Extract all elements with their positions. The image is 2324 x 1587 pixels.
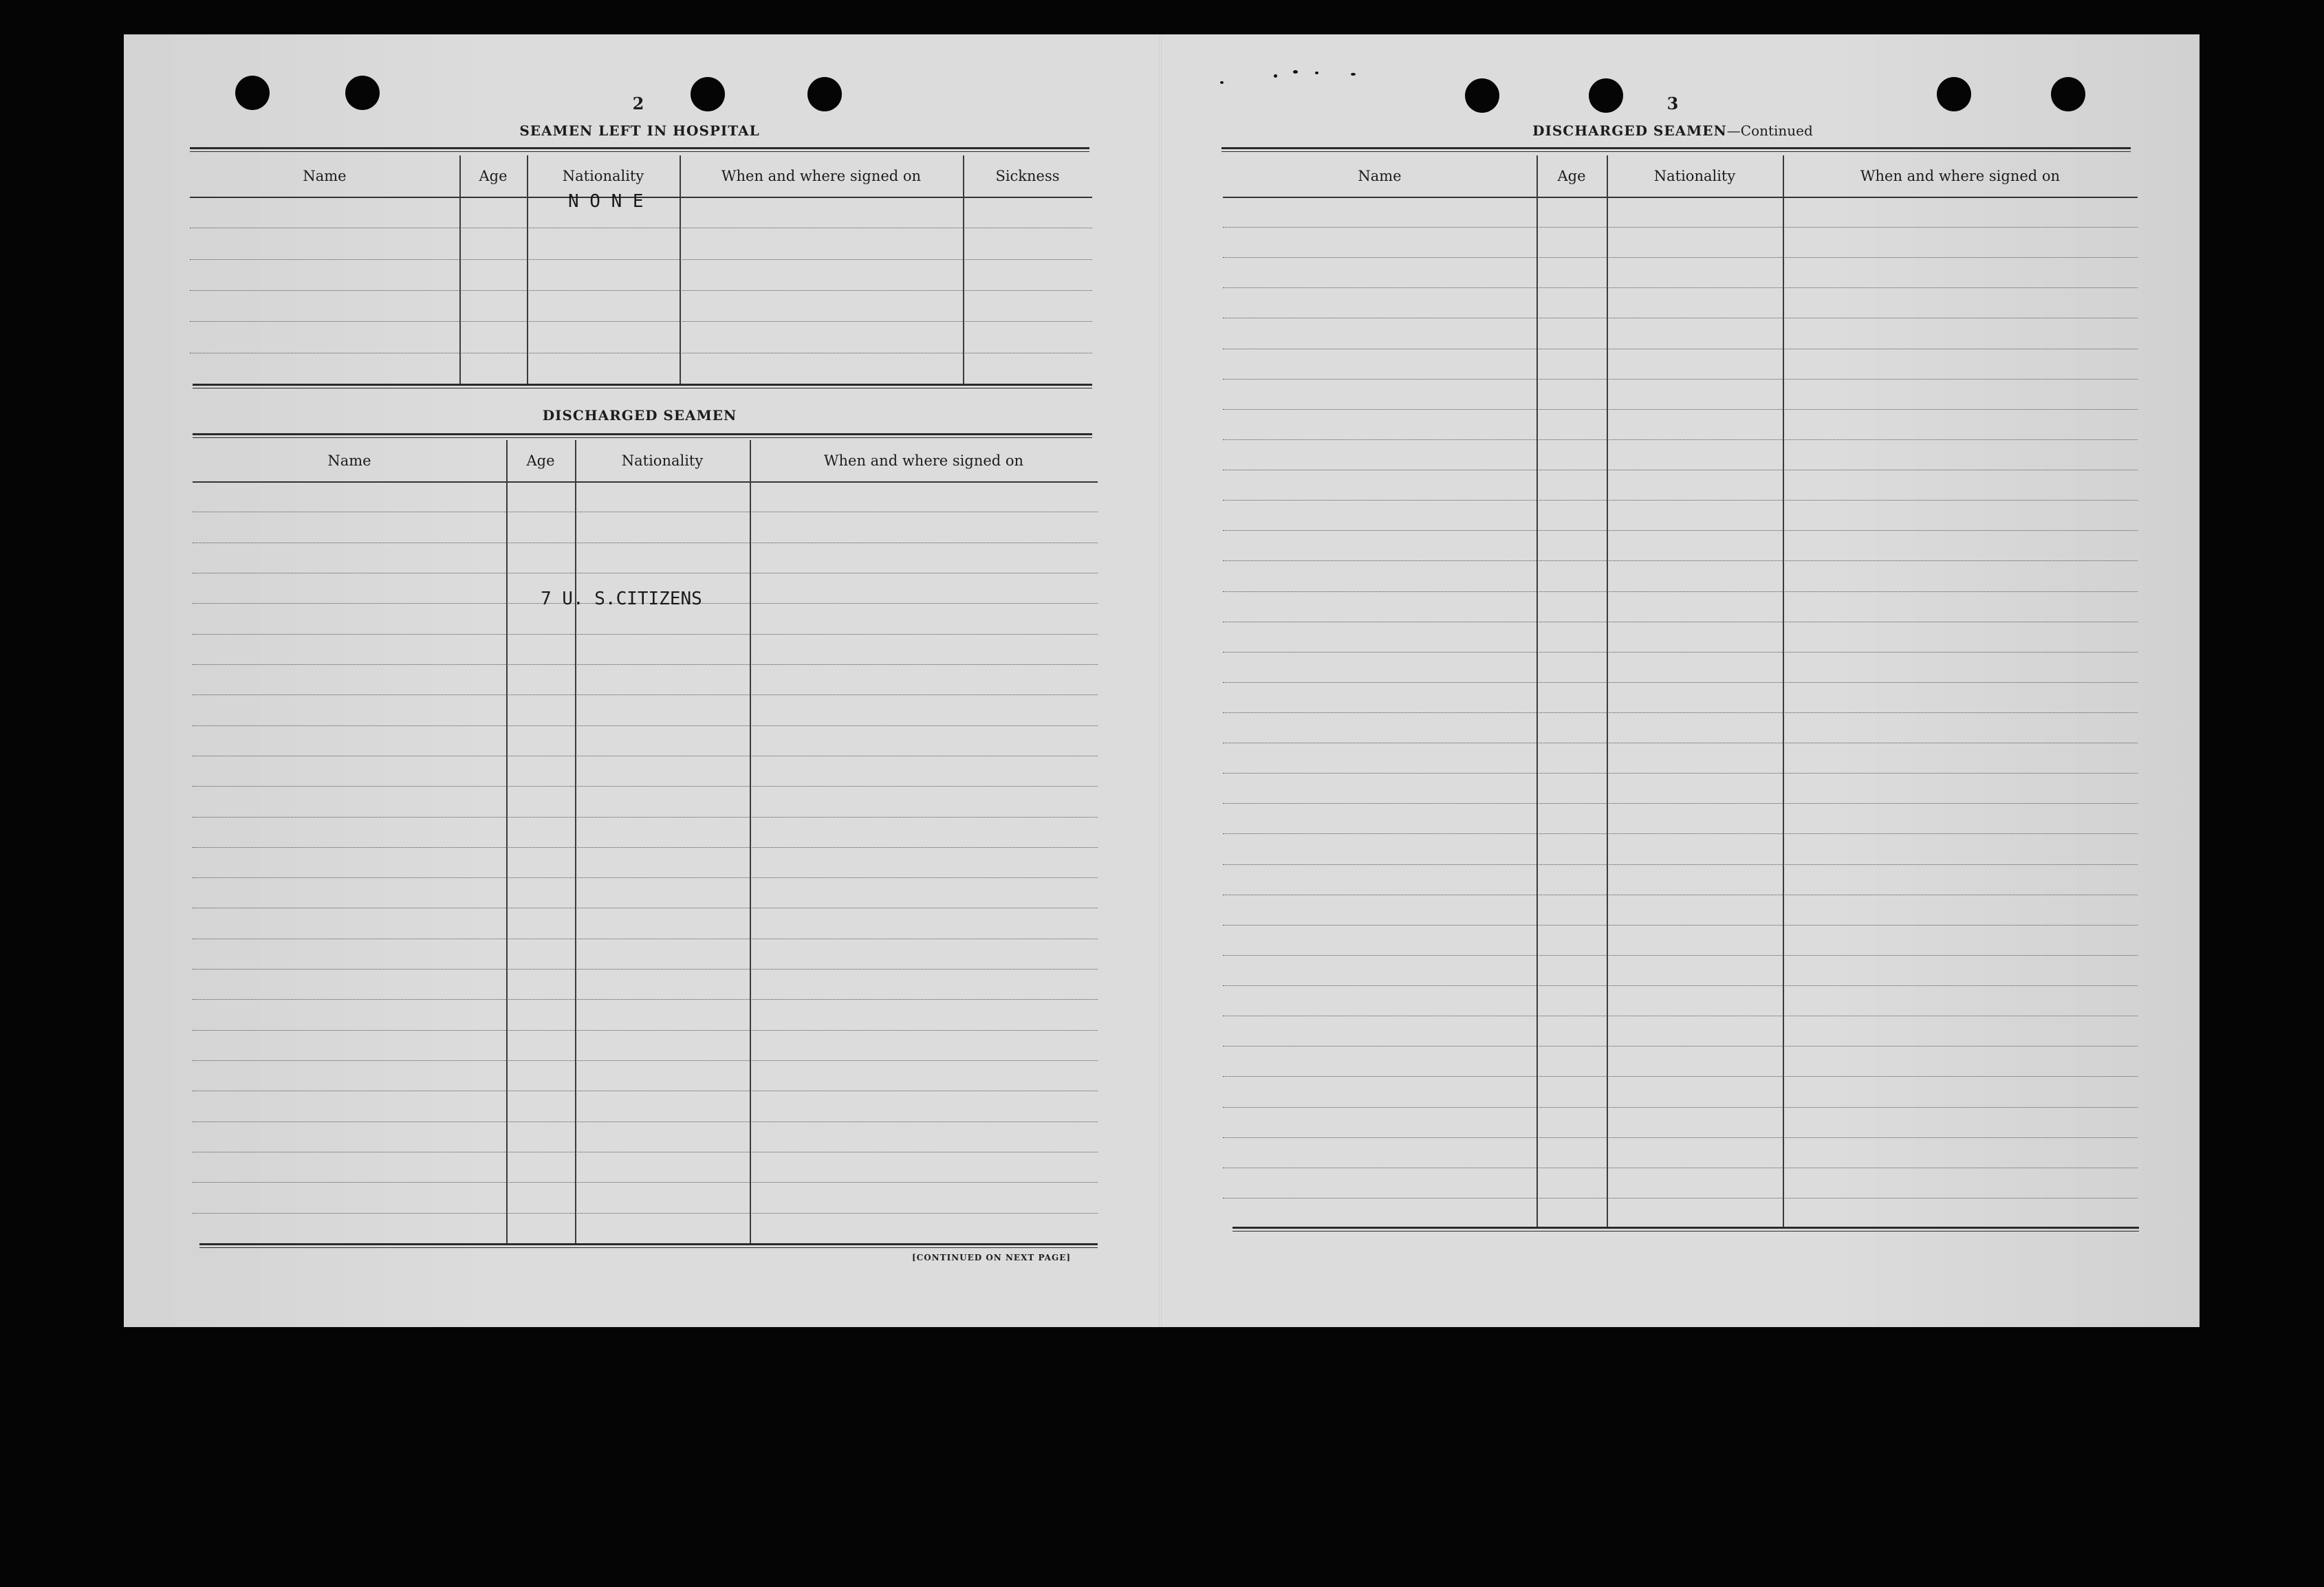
punch-hole: [807, 77, 842, 111]
hospital-col-nationality: Nationality: [562, 168, 644, 184]
right-rows: [1223, 197, 2138, 1228]
hospital-col-age: Age: [479, 168, 508, 184]
ink-speck: [1274, 74, 1277, 78]
punch-hole: [1589, 78, 1623, 113]
ink-speck: [1351, 73, 1356, 76]
punch-hole: [345, 76, 380, 110]
ruled-line: [1223, 682, 2138, 683]
ruled-line: [1223, 712, 2138, 713]
hospital-col-signed-on: When and where signed on: [721, 168, 922, 184]
ruled-line: [193, 877, 1098, 878]
hospital-rows: [190, 197, 1092, 384]
ruled-line: [193, 725, 1098, 726]
ruled-line: [193, 1213, 1098, 1214]
page-number-right: 3: [1666, 94, 1679, 113]
punch-hole: [235, 76, 270, 110]
hospital-top-rule: [190, 147, 1089, 152]
discharged-table: [193, 440, 1098, 1243]
ruled-line: [193, 847, 1098, 848]
discharged-col-name: Name: [327, 452, 371, 469]
punch-hole: [2051, 77, 2085, 111]
right-bottom-rule: [1232, 1227, 2139, 1232]
ruled-line: [190, 321, 1092, 322]
ruled-line: [1223, 591, 2138, 592]
ruled-line: [193, 1121, 1098, 1122]
continued-footer: [CONTINUED ON NEXT PAGE]: [912, 1253, 1072, 1262]
ruled-line: [1223, 803, 2138, 804]
hospital-col-name: Name: [303, 168, 347, 184]
discharged-bottom-rule: [199, 1243, 1098, 1248]
hospital-table: [190, 155, 1092, 384]
ruled-line: [1223, 227, 2138, 228]
ruled-line: [190, 259, 1092, 260]
ruled-line: [1223, 530, 2138, 531]
ruled-line: [1223, 500, 2138, 501]
ruled-line: [193, 694, 1098, 695]
right-section-title: [1466, 122, 1879, 139]
ink-speck: [1220, 81, 1224, 84]
discharged-top-rule: [193, 433, 1092, 438]
ruled-line: [193, 1060, 1098, 1061]
ruled-line: [1223, 560, 2138, 561]
ruled-line: [193, 969, 1098, 970]
ruled-line: [193, 1030, 1098, 1031]
ruled-line: [1223, 955, 2138, 956]
ruled-line: [193, 634, 1098, 635]
ink-speck: [1293, 70, 1298, 74]
right-title-main: DISCHARGED SEAMEN: [1532, 122, 1727, 139]
discharged-section-title: DISCHARGED SEAMEN: [542, 407, 737, 424]
ruled-line: [1223, 833, 2138, 834]
ruled-line: [1223, 1107, 2138, 1108]
ruled-line: [193, 786, 1098, 787]
ruled-line: [1223, 773, 2138, 774]
ruled-line: [193, 664, 1098, 665]
punch-hole: [1465, 78, 1499, 113]
discharged-entry: 7 U. S.CITIZENS: [541, 589, 702, 609]
discharged-col-age: Age: [526, 452, 555, 469]
ruled-line: [193, 999, 1098, 1000]
right-discharged-table: [1223, 155, 2138, 1228]
punch-hole: [691, 77, 725, 111]
page-fold: [1159, 34, 1162, 1327]
discharged-col-nationality: Nationality: [621, 452, 704, 469]
right-title-suffix: —Continued: [1726, 122, 1813, 139]
ruled-line: [193, 1182, 1098, 1183]
punch-hole: [1937, 77, 1971, 111]
ruled-line: [1223, 1076, 2138, 1077]
hospital-col-sickness: Sickness: [995, 168, 1060, 184]
right-col-nationality: Nationality: [1653, 168, 1736, 184]
ruled-line: [190, 290, 1092, 291]
ruled-line: [1223, 985, 2138, 986]
hospital-bottom-rule: [193, 384, 1092, 388]
ruled-line: [1223, 1137, 2138, 1138]
right-col-age: Age: [1557, 168, 1586, 184]
ink-speck: [1315, 72, 1318, 74]
right-col-name: Name: [1358, 168, 1402, 184]
discharged-col-signed-on: When and where signed on: [823, 452, 1024, 469]
ruled-line: [1223, 1046, 2138, 1047]
ruled-line: [193, 817, 1098, 818]
ruled-line: [1223, 864, 2138, 865]
ruled-line: [1223, 439, 2138, 440]
ruled-line: [1223, 257, 2138, 258]
ruled-line: [1223, 379, 2138, 380]
ruled-line: [1223, 925, 2138, 926]
ruled-line: [1223, 652, 2138, 653]
hospital-section-title: SEAMEN LEFT IN HOSPITAL: [519, 122, 760, 139]
ruled-line: [1223, 409, 2138, 410]
hospital-entry-none: N O N E: [568, 191, 644, 212]
page-number-left: 2: [632, 94, 644, 113]
ruled-line: [1223, 287, 2138, 288]
ruled-line: [1223, 1198, 2138, 1199]
right-col-signed-on: When and where signed on: [1860, 168, 2061, 184]
right-top-rule: [1221, 147, 2131, 152]
